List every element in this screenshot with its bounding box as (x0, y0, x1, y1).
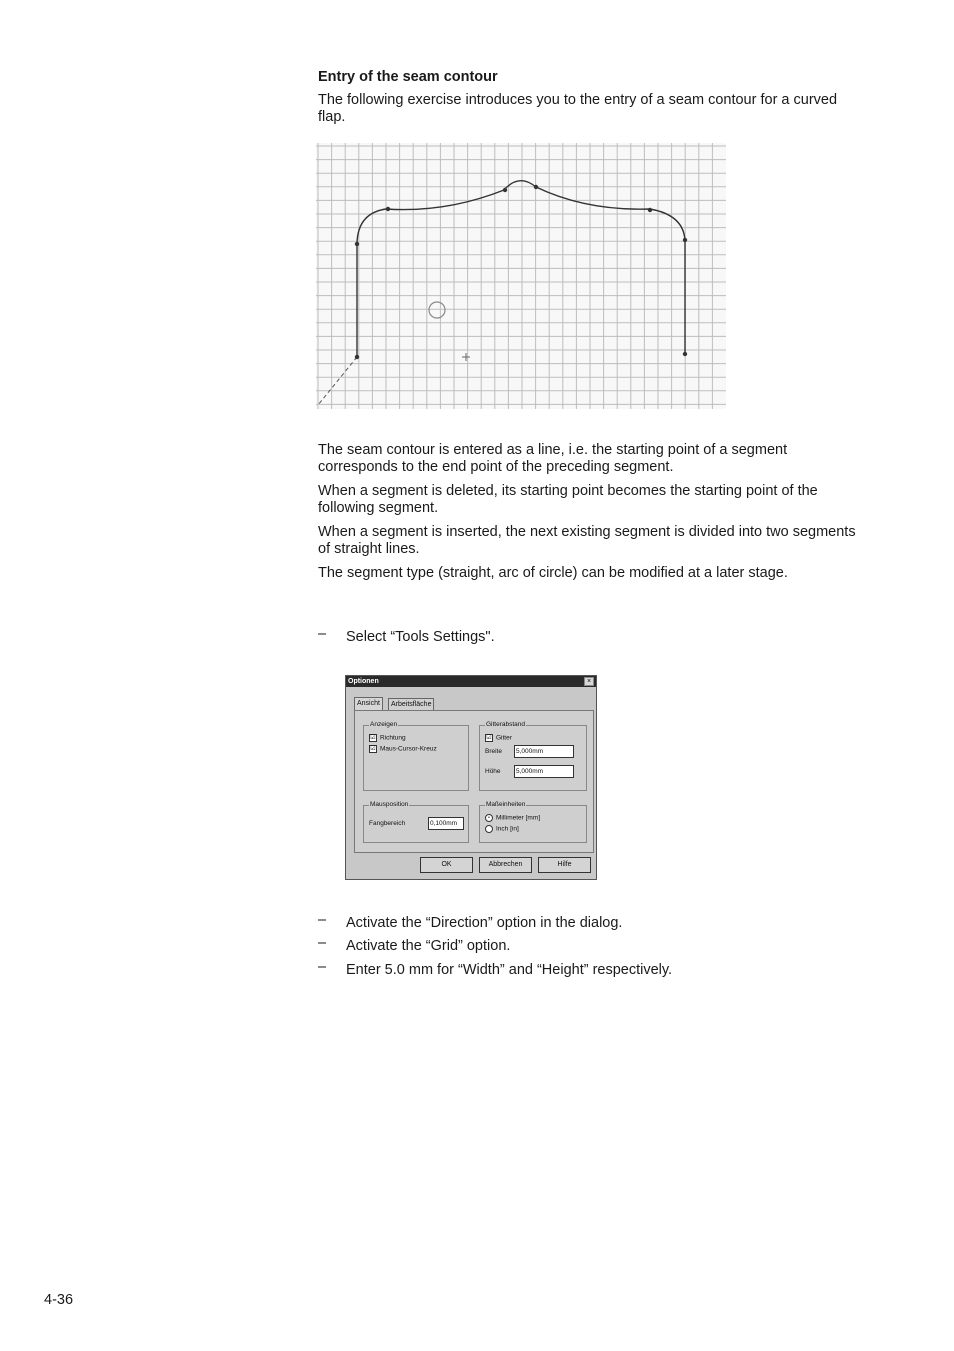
radio-millimeter[interactable] (485, 814, 540, 823)
tab-arbeitsflaeche[interactable]: Arbeitsfläche (388, 698, 434, 710)
group-masseinheiten (479, 801, 587, 843)
page-number: 4-36 (44, 1292, 74, 1308)
ok-button[interactable]: OK (420, 857, 473, 873)
checkbox-label: Maus-Cursor-Kreuz (380, 745, 437, 753)
checkbox-label: Gitter (496, 734, 512, 742)
tab-ansicht[interactable]: Ansicht (354, 697, 383, 710)
paragraph-1: The seam contour is entered as a line, i.e. the starting point of a segment corresponds to the end point of the preceding segment. (318, 442, 788, 475)
radio-icon[interactable] (485, 825, 493, 833)
group-label: Maßeinheiten (486, 801, 526, 808)
group-anzeigen (363, 721, 469, 791)
group-mausposition (363, 801, 469, 843)
fangbereich-input[interactable]: 0,100mm (428, 817, 464, 830)
step-text: Activate the “Grid” option. (346, 938, 511, 954)
dialog-title: Optionen (346, 676, 596, 687)
group-label: Gitterabstand (486, 721, 526, 728)
bullet-dash: – (318, 959, 327, 975)
step-text: Select “Tools Settings". (346, 629, 495, 645)
breite-input[interactable]: 5,000mm (514, 745, 574, 758)
section-heading: Entry of the seam contour (318, 69, 498, 85)
radio-label: Millimeter [mm] (496, 814, 541, 822)
paragraph-4: The segment type (straight, arc of circle) can be modified at a later stage. (318, 565, 788, 581)
hoehe-label: Höhe (485, 768, 501, 775)
checkbox-maus-cursor-kreuz[interactable] (369, 745, 437, 754)
checkbox-richtung[interactable] (369, 734, 406, 743)
checkbox-icon[interactable]: ☑ (370, 746, 376, 752)
abbrechen-button[interactable]: Abbrechen (479, 857, 532, 873)
close-icon[interactable]: × (584, 677, 594, 686)
bullet-dash: – (318, 912, 327, 928)
tab-panel (354, 710, 594, 853)
checkbox-label: Richtung (380, 734, 406, 742)
radio-inch[interactable] (485, 825, 519, 834)
step-text: Activate the “Direction” option in the dialog. (346, 915, 623, 931)
checkbox-gitter[interactable] (485, 734, 512, 743)
options-dialog (345, 675, 597, 880)
paragraph-2: When a segment is deleted, its starting point becomes the starting point of the following segment. (318, 483, 818, 516)
hoehe-input[interactable]: 5,000mm (514, 765, 574, 778)
bullet-dash: – (318, 935, 327, 951)
intro-paragraph: The following exercise introduces you to the entry of a seam contour for a curved flap. (318, 92, 838, 125)
hilfe-button[interactable]: Hilfe (538, 857, 591, 873)
radio-icon[interactable]: • (485, 814, 493, 822)
bullet-dash: – (318, 626, 327, 642)
group-label: Anzeigen (370, 721, 398, 728)
seam-contour-figure (316, 143, 726, 409)
checkbox-icon[interactable]: ☑ (370, 735, 376, 741)
step-text: Enter 5.0 mm for “Width” and “Height” respectively. (346, 962, 673, 978)
group-gitterabstand (479, 721, 587, 791)
fangbereich-label: Fangbereich (369, 820, 406, 827)
group-label: Mausposition (370, 801, 409, 808)
radio-label: Inch [in] (496, 825, 519, 833)
breite-label: Breite (485, 748, 502, 755)
paragraph-3: When a segment is inserted, the next existing segment is divided into two segments of straight lines. (318, 524, 856, 557)
checkbox-icon[interactable]: ☑ (486, 735, 492, 741)
